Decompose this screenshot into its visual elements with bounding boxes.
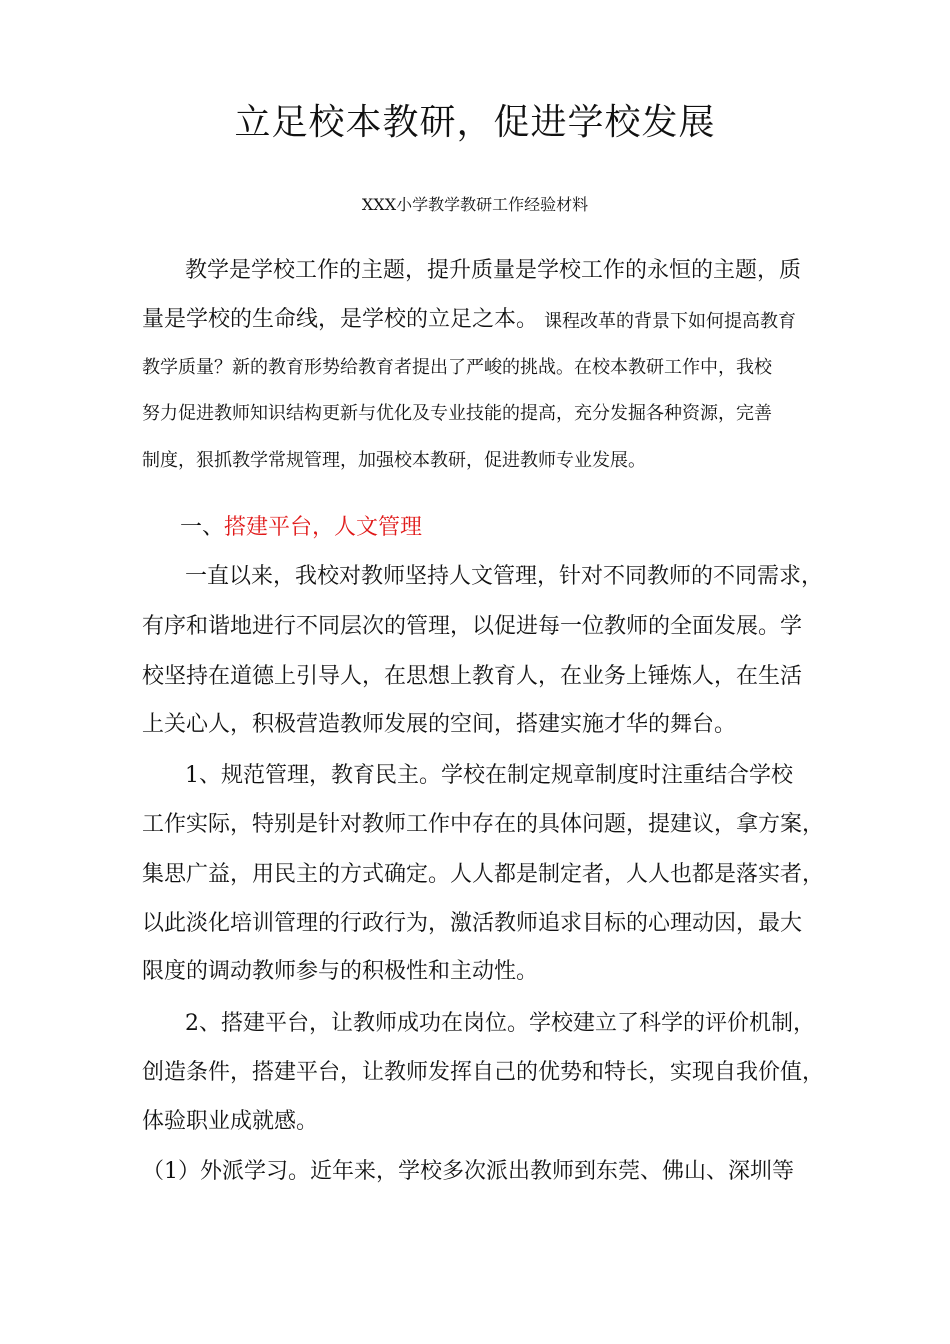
- section-1-heading: [180, 513, 422, 543]
- item-2-1-line-1: （1）外派学习。近年来，学校多次派出教师到东莞、佛山、深圳等: [142, 1159, 794, 1184]
- section-1-line-4: 上关心人，积极营造教师发展的空间，搭建实施才华的舞台。: [142, 712, 737, 737]
- section-1-line-3: 校坚持在道德上引导人，在思想上教育人，在业务上锤炼人，在生活: [142, 664, 803, 689]
- intro-line-2a: 量是学校的生命线，是学校的立足之本。: [142, 307, 539, 332]
- intro-line-1: 教学是学校工作的主题，提升质量是学校工作的永恒的主题，质: [185, 258, 802, 283]
- intro-line-5: 制度，狠抓教学常规管理，加强校本教研，促进教师专业发展。: [142, 450, 646, 471]
- intro-line-3: 教学质量？新的教育形势给教育者提出了严峻的挑战。在校本教研工作中，我校: [142, 357, 772, 378]
- document-subtitle: XXX小学教学教研工作经验材料: [361, 195, 589, 214]
- section-1-line-2: 有序和谐地进行不同层次的管理，以促进每一位教师的全面发展。学: [142, 614, 803, 639]
- item-1-line-1: 1、规范管理，教育民主。学校在制定规章制度时注重结合学校: [185, 763, 793, 788]
- item-2-line-1: 2、搭建平台，让教师成功在岗位。学校建立了科学的评价机制，: [185, 1011, 815, 1036]
- item-1-line-4: 以此淡化培训管理的行政行为，激活教师追求目标的心理动因，最大: [142, 911, 803, 936]
- intro-line-2b: 课程改革的背景下如何提高教育: [544, 311, 796, 332]
- item-2-line-3: 体验职业成就感。: [142, 1109, 319, 1134]
- section-1-number: 一、: [180, 515, 225, 540]
- item-1-line-2: 工作实际，特别是针对教师工作中存在的具体问题，提建议，拿方案，: [142, 812, 825, 837]
- item-2-line-2: 创造条件，搭建平台，让教师发挥自己的优势和特长，实现自我价值，: [142, 1060, 825, 1085]
- intro-line-4: 努力促进教师知识结构更新与优化及专业技能的提高，充分发掘各种资源，完善: [142, 403, 772, 424]
- section-1-title: 搭建平台，人文管理: [224, 515, 423, 540]
- section-1-line-1: 一直以来，我校对教师坚持人文管理，针对不同教师的不同需求，: [185, 564, 824, 589]
- item-1-line-3: 集思广益，用民主的方式确定。人人都是制定者，人人也都是落实者，: [142, 862, 825, 887]
- document-title: 立足校本教研，促进学校发展: [234, 102, 716, 143]
- item-1-line-5: 限度的调动教师参与的积极性和主动性。: [142, 959, 539, 984]
